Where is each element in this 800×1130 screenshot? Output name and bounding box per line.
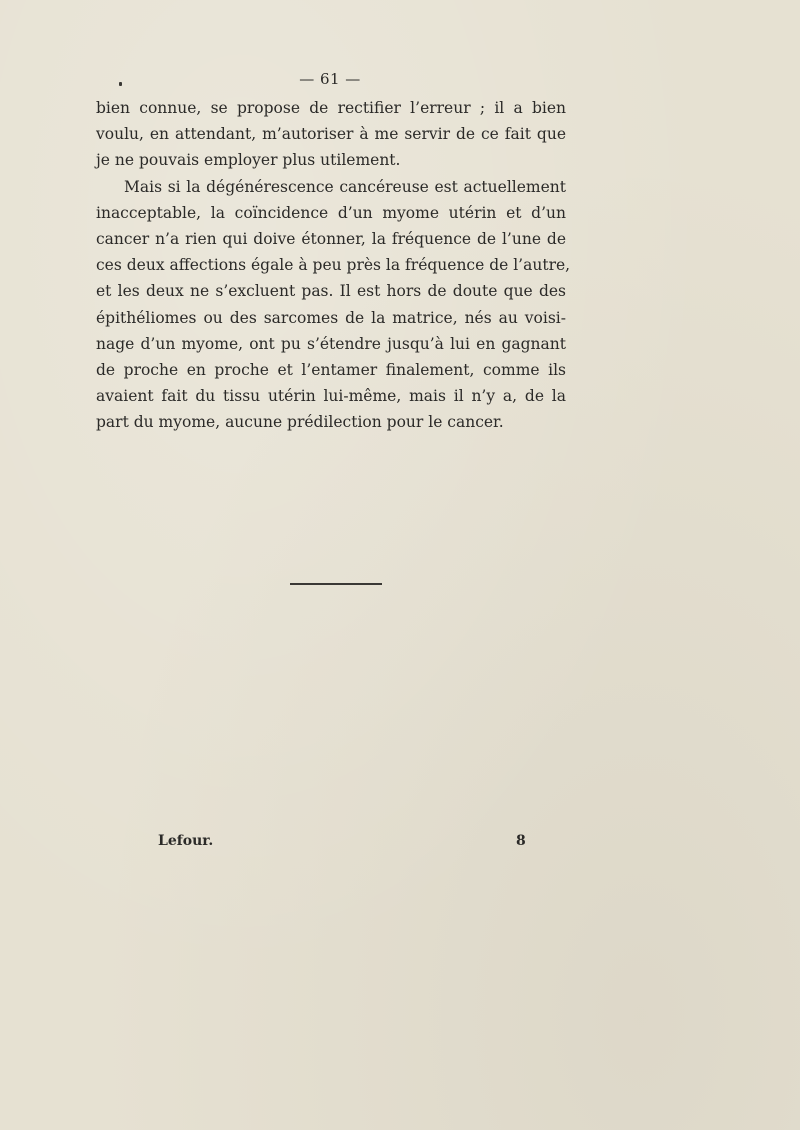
text-line: nage d’un myome, ont pu s’étendre jusqu’à lui en gagnant xyxy=(96,334,566,353)
text-line: avaient fait du tissu utérin lui-même, mais il n’y a, de la xyxy=(96,387,566,406)
signature-author: Lefour. xyxy=(158,833,214,849)
text-line: et les deux ne s’excluent pas. Il est hors de doute que des xyxy=(96,282,566,301)
section-divider xyxy=(290,583,382,585)
text-line: de proche en proche et l’entamer finalement, comme ils xyxy=(96,361,566,380)
text-line: voulu, en attendant, m’autoriser à me servir de ce fait que xyxy=(96,125,566,144)
text-line: je ne pouvais employer plus utilement. xyxy=(96,151,401,170)
text-line: épithéliomes ou des sarcomes de la matrice, nés au voisi- xyxy=(96,308,566,327)
body-text xyxy=(96,95,571,436)
text-line: cancer n’a rien qui doive étonner, la fréquence de l’une de xyxy=(96,230,566,249)
page-number-header: — 61 — xyxy=(299,70,361,88)
text-line: Mais si la dégénérescence cancéreuse est actuellement xyxy=(124,177,566,196)
text-line: bien connue, se propose de rectifier l’erreur ; il a bien xyxy=(96,99,566,117)
signature-mark: 8 xyxy=(516,833,526,849)
text-line: inacceptable, la coïncidence d’un myome utérin et d’un xyxy=(96,203,566,222)
text-line: part du myome, aucune prédilection pour le cancer. xyxy=(96,413,504,432)
text-line: ces deux affections égale à peu près la fréquence de l’autre, xyxy=(96,256,571,275)
